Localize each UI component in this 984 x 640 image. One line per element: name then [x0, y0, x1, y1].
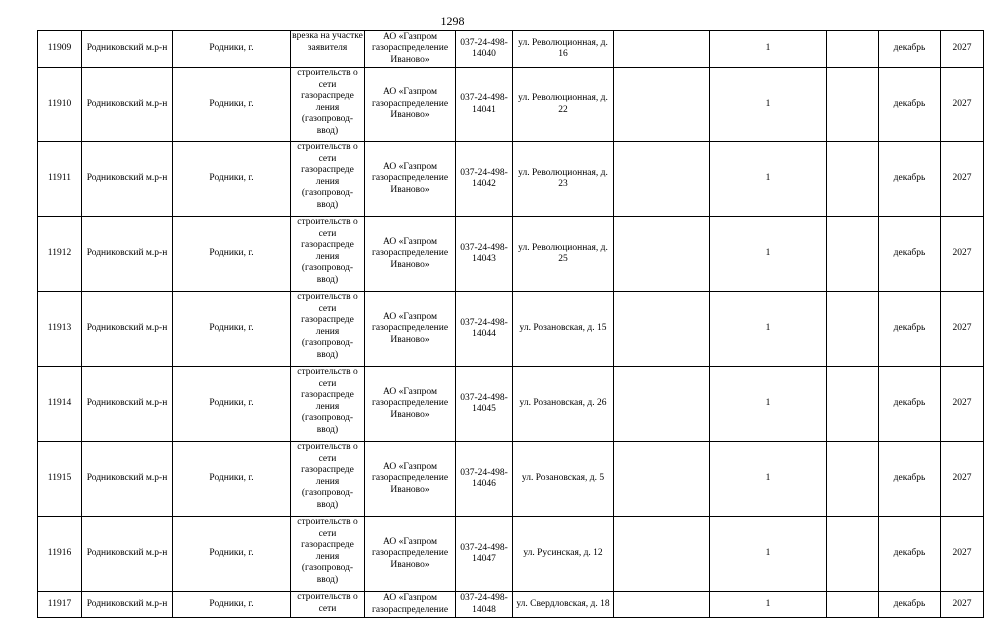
- month-cell: декабрь: [879, 217, 941, 292]
- organization-cell: АО «Газпром газораспределение: [365, 592, 456, 618]
- quantity-cell: 1: [710, 142, 827, 217]
- address-cell: ул. Розановская, д. 26: [513, 367, 614, 442]
- address-cell: ул. Русинская, д. 12: [513, 517, 614, 592]
- table-body: [38, 31, 984, 618]
- table-row: [38, 517, 984, 592]
- work-type-cell: строительств о сети газораспреде ления (газопровод-ввод): [291, 292, 365, 367]
- month-cell: декабрь: [879, 517, 941, 592]
- row-number-cell: 11916: [38, 517, 82, 592]
- month-cell: декабрь: [879, 68, 941, 142]
- quantity-cell: 1: [710, 68, 827, 142]
- empty-cell: [827, 217, 879, 292]
- address-cell: ул. Революционная, д. 22: [513, 68, 614, 142]
- table-row: [38, 292, 984, 367]
- year-cell: 2027: [941, 367, 984, 442]
- organization-cell: АО «Газпром газораспределение Иваново»: [365, 517, 456, 592]
- city-cell: Родники, г.: [173, 31, 291, 68]
- address-cell: ул. Розановская, д. 15: [513, 292, 614, 367]
- year-cell: 2027: [941, 142, 984, 217]
- city-cell: Родники, г.: [173, 217, 291, 292]
- quantity-cell: 1: [710, 592, 827, 618]
- empty-cell: [614, 217, 710, 292]
- row-number-cell: 11917: [38, 592, 82, 618]
- address-cell: ул. Розановская, д. 5: [513, 442, 614, 517]
- work-type-cell: строительств о сети газораспреде ления (газопровод-ввод): [291, 217, 365, 292]
- organization-cell: АО «Газпром газораспределение Иваново»: [365, 367, 456, 442]
- request-code-cell: 037-24-498-14040: [456, 31, 513, 68]
- empty-cell: [827, 142, 879, 217]
- table-row: [38, 31, 984, 68]
- page-number: 1298: [440, 14, 465, 28]
- empty-cell: [614, 68, 710, 142]
- district-cell: Родниковский м.р-н: [82, 217, 173, 292]
- empty-cell: [827, 367, 879, 442]
- quantity-cell: 1: [710, 367, 827, 442]
- city-cell: Родники, г.: [173, 592, 291, 618]
- empty-cell: [614, 31, 710, 68]
- work-type-cell: врезка на участке заявителя: [291, 31, 365, 68]
- city-cell: Родники, г.: [173, 367, 291, 442]
- empty-cell: [827, 517, 879, 592]
- city-cell: Родники, г.: [173, 442, 291, 517]
- district-cell: Родниковский м.р-н: [82, 31, 173, 68]
- table-row: [38, 592, 984, 618]
- quantity-cell: 1: [710, 442, 827, 517]
- work-type-cell: строительств о сети газораспреде ления (газопровод-ввод): [291, 367, 365, 442]
- month-cell: декабрь: [879, 592, 941, 618]
- table-row: [38, 367, 984, 442]
- request-code-cell: 037-24-498-14046: [456, 442, 513, 517]
- city-cell: Родники, г.: [173, 68, 291, 142]
- empty-cell: [614, 592, 710, 618]
- empty-cell: [614, 442, 710, 517]
- quantity-cell: 1: [710, 31, 827, 68]
- organization-cell: АО «Газпром газораспределение Иваново»: [365, 292, 456, 367]
- city-cell: Родники, г.: [173, 517, 291, 592]
- row-number-cell: 11915: [38, 442, 82, 517]
- row-number-cell: 11909: [38, 31, 82, 68]
- request-code-cell: 037-24-498-14044: [456, 292, 513, 367]
- row-number-cell: 11914: [38, 367, 82, 442]
- city-cell: Родники, г.: [173, 142, 291, 217]
- district-cell: Родниковский м.р-н: [82, 367, 173, 442]
- address-cell: ул. Свердловская, д. 18: [513, 592, 614, 618]
- month-cell: декабрь: [879, 31, 941, 68]
- year-cell: 2027: [941, 442, 984, 517]
- empty-cell: [827, 31, 879, 68]
- year-cell: 2027: [941, 68, 984, 142]
- quantity-cell: 1: [710, 292, 827, 367]
- year-cell: 2027: [941, 217, 984, 292]
- request-code-cell: 037-24-498-14043: [456, 217, 513, 292]
- row-number-cell: 11911: [38, 142, 82, 217]
- district-cell: Родниковский м.р-н: [82, 142, 173, 217]
- organization-cell: АО «Газпром газораспределение Иваново»: [365, 442, 456, 517]
- district-cell: Родниковский м.р-н: [82, 442, 173, 517]
- table-row: [38, 217, 984, 292]
- empty-cell: [614, 517, 710, 592]
- empty-cell: [827, 68, 879, 142]
- district-cell: Родниковский м.р-н: [82, 292, 173, 367]
- district-cell: Родниковский м.р-н: [82, 517, 173, 592]
- table-row: [38, 442, 984, 517]
- row-number-cell: 11913: [38, 292, 82, 367]
- gas-connection-table: [37, 30, 984, 618]
- district-cell: Родниковский м.р-н: [82, 68, 173, 142]
- month-cell: декабрь: [879, 367, 941, 442]
- organization-cell: АО «Газпром газораспределение Иваново»: [365, 68, 456, 142]
- work-type-cell: строительств о сети газораспреде ления (газопровод-ввод): [291, 442, 365, 517]
- year-cell: 2027: [941, 292, 984, 367]
- row-number-cell: 11912: [38, 217, 82, 292]
- address-cell: ул. Революционная, д. 16: [513, 31, 614, 68]
- year-cell: 2027: [941, 517, 984, 592]
- empty-cell: [614, 292, 710, 367]
- organization-cell: АО «Газпром газораспределение Иваново»: [365, 142, 456, 217]
- empty-cell: [827, 592, 879, 618]
- work-type-cell: строительств о сети газораспреде ления (газопровод-ввод): [291, 517, 365, 592]
- work-type-cell: строительств о сети: [291, 592, 365, 618]
- year-cell: 2027: [941, 592, 984, 618]
- empty-cell: [614, 142, 710, 217]
- request-code-cell: 037-24-498-14042: [456, 142, 513, 217]
- work-type-cell: строительств о сети газораспреде ления (газопровод-ввод): [291, 142, 365, 217]
- month-cell: декабрь: [879, 442, 941, 517]
- request-code-cell: 037-24-498-14045: [456, 367, 513, 442]
- request-code-cell: 037-24-498-14047: [456, 517, 513, 592]
- table-row: [38, 142, 984, 217]
- table-row: [38, 68, 984, 142]
- address-cell: ул. Революционная, д. 25: [513, 217, 614, 292]
- address-cell: ул. Революционная, д. 23: [513, 142, 614, 217]
- empty-cell: [827, 442, 879, 517]
- city-cell: Родники, г.: [173, 292, 291, 367]
- organization-cell: АО «Газпром газораспределение Иваново»: [365, 31, 456, 68]
- month-cell: декабрь: [879, 142, 941, 217]
- quantity-cell: 1: [710, 217, 827, 292]
- row-number-cell: 11910: [38, 68, 82, 142]
- empty-cell: [827, 292, 879, 367]
- district-cell: Родниковский м.р-н: [82, 592, 173, 618]
- work-type-cell: строительств о сети газораспреде ления (газопровод-ввод): [291, 68, 365, 142]
- quantity-cell: 1: [710, 517, 827, 592]
- month-cell: декабрь: [879, 292, 941, 367]
- year-cell: 2027: [941, 31, 984, 68]
- request-code-cell: 037-24-498-14048: [456, 592, 513, 618]
- empty-cell: [614, 367, 710, 442]
- request-code-cell: 037-24-498-14041: [456, 68, 513, 142]
- organization-cell: АО «Газпром газораспределение Иваново»: [365, 217, 456, 292]
